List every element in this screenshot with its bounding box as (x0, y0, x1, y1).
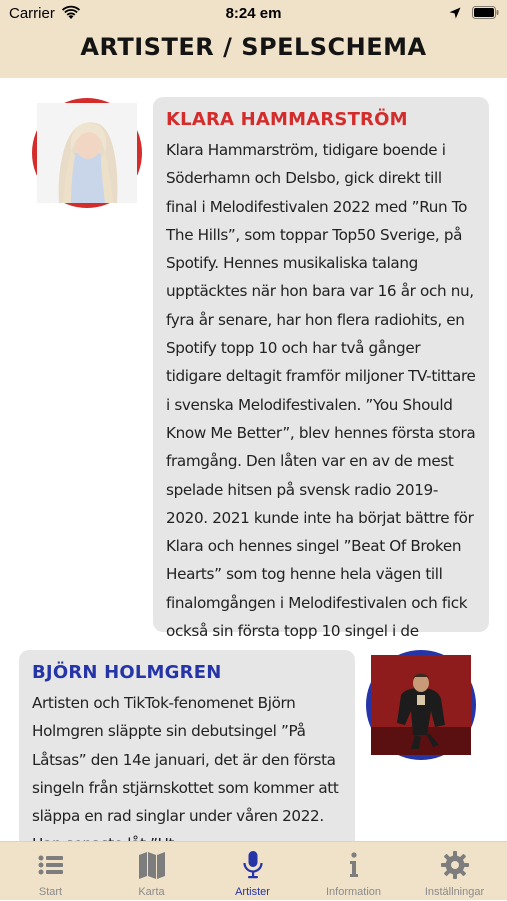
tab-label: Inställningar (424, 886, 485, 898)
tab-label: Start (38, 886, 63, 898)
artist-avatar-bjorn[interactable] (366, 650, 476, 760)
map-icon (137, 850, 167, 880)
artist-name: BJÖRN HOLMGREN (32, 662, 222, 683)
status-bar (0, 0, 507, 28)
artist-card-bjorn[interactable] (19, 650, 355, 870)
page-title: ARTISTER / SPELSCHEMA (80, 33, 427, 61)
tab-label: Artister (235, 886, 270, 898)
bjorn-photo (371, 655, 471, 755)
carrier-label: Carrier (9, 5, 55, 22)
artist-bio: Artisten och TikTok-fenomenet Björn Holmgren släppte sin debutsingel ”På Låtsas” den 14e januari, det är den första singeln från stjärnskottet som kommer att släppa en rad singlar under våren 2022. (32, 694, 339, 826)
top-bar (0, 0, 507, 78)
tab-information[interactable] (303, 842, 404, 901)
gear-icon (440, 850, 470, 880)
battery-icon (472, 6, 499, 19)
location-arrow-icon (449, 7, 461, 19)
artist-name: KLARA HAMMARSTRÖM (166, 109, 408, 130)
tab-label: Information (325, 886, 382, 898)
tab-start[interactable] (0, 842, 101, 901)
tab-karta[interactable] (101, 842, 202, 901)
status-time: 8:24 em (225, 5, 282, 22)
tab-bar (0, 841, 507, 900)
info-icon (339, 850, 369, 880)
artist-card-klara[interactable] (153, 97, 489, 641)
artist-list[interactable] (0, 78, 507, 841)
artist-avatar-klara[interactable] (32, 98, 142, 208)
list-icon (36, 850, 66, 880)
tab-artister[interactable] (202, 842, 303, 901)
tab-label: Karta (138, 886, 165, 898)
artist-bio: Klara Hammarström, tidigare boende i Söderhamn och Delsbo, gick direkt till final i Melodifestivalen 2022 med ”Run To The Hills”, som toppar Top50 Sverige, på Spotify. Hennes musikaliska talang upptäcktes när hon bara var 16 år och nu, fyra år senare, har hon flera radiohits, en Spotify topp 10 och har två gånger tidigare deltagit framför miljoner TV-tittare i svenska Melodifestivalen. ”You Should Know Me Better”, blev hennes första stora framgång. Den låten var en av de mest spelade hitsen på svensk radio 2019-2020. 2021 kunde inte ha börjat bättre för Klara och hennes singel ”Beat Of Broken Hearts” som tog henne hela vägen till finalomgången i Melodifestivalen och fick också sin första topp 10 singel i de (166, 141, 476, 641)
tab-installningar[interactable] (404, 842, 505, 901)
klara-photo (37, 103, 137, 203)
microphone-icon (238, 850, 268, 880)
